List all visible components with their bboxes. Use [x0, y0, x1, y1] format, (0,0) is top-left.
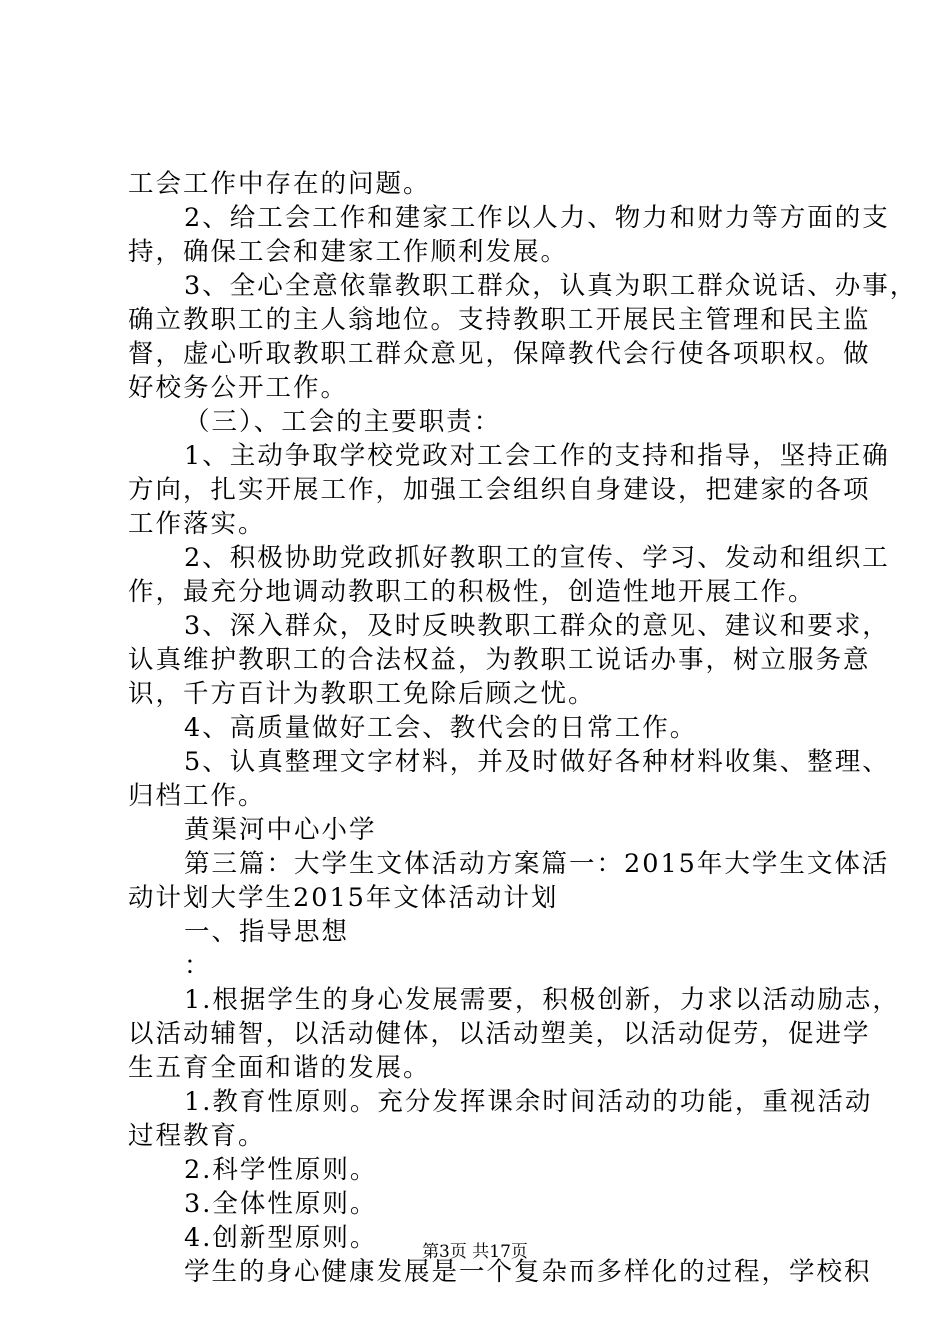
text-line: （三）、工会的主要职责：: [184, 407, 502, 437]
text-line: 工作落实。: [128, 509, 266, 539]
text-line: 1.教育性原则。充分发挥课余时间活动的功能，重视活动: [184, 1087, 873, 1117]
text-line: 作，最充分地调动教职工的积极性，创造性地开展工作。: [128, 577, 816, 607]
text-line: 以活动辅智，以活动健体，以活动塑美，以活动促劳，促进学: [128, 1019, 871, 1049]
page-footer: 第3页 共17页: [422, 1242, 528, 1262]
text-line: 3、深入群众，及时反映教职工群众的意见、建议和要求，: [184, 611, 890, 641]
text-line: 持，确保工会和建家工作顺利发展。: [128, 237, 569, 267]
text-line: 好校务公开工作。: [128, 373, 349, 403]
text-line: 学生的身心健康发展是一个复杂而多样化的过程，学校积: [184, 1257, 872, 1287]
text-line: 归档工作。: [128, 781, 266, 811]
text-line: 动计划大学生2015年文体活动计划: [128, 883, 559, 913]
text-line: 黄渠河中心小学: [184, 815, 377, 845]
text-line: 1.根据学生的身心发展需要，积极创新，力求以活动励志，: [184, 985, 900, 1015]
text-line: 生五育全面和谐的发展。: [128, 1053, 431, 1083]
text-line: 工会工作中存在的问题。: [128, 169, 431, 199]
text-line: 一、指导思想: [184, 917, 350, 947]
text-line: 4.创新型原则。: [184, 1223, 378, 1253]
text-line: 第三篇：大学生文体活动方案篇一：2015年大学生文体活: [184, 849, 890, 879]
text-line: 1、主动争取学校党政对工会工作的支持和指导，坚持正确: [184, 441, 890, 471]
text-line: 过程教育。: [128, 1121, 266, 1151]
text-line: ：: [184, 951, 212, 981]
text-line: 4、高质量做好工会、教代会的日常工作。: [184, 713, 698, 743]
text-line: 2、积极协助党政抓好教职工的宣传、学习、发动和组织工: [184, 543, 890, 573]
text-line: 5、认真整理文字材料，并及时做好各种材料收集、整理、: [184, 747, 890, 777]
text-line: 3、全心全意依靠教职工群众，认真为职工群众说话、办事，: [184, 271, 918, 301]
text-line: 督，虚心听取教职工群众意见，保障教代会行使各项职权。做: [128, 339, 871, 369]
text-line: 认真维护教职工的合法权益，为教职工说话办事，树立服务意: [128, 645, 871, 675]
text-line: 方向，扎实开展工作，加强工会组织自身建设，把建家的各项: [128, 475, 871, 505]
document-body: [128, 167, 918, 1289]
text-line: 识，千方百计为教职工免除后顾之忧。: [128, 679, 596, 709]
text-line: 2.科学性原则。: [184, 1155, 378, 1185]
text-line: 确立教职工的主人翁地位。支持教职工开展民主管理和民主监: [128, 305, 871, 335]
text-line: 2、给工会工作和建家工作以人力、物力和财力等方面的支: [184, 203, 890, 233]
text-line: 3.全体性原则。: [184, 1189, 378, 1219]
